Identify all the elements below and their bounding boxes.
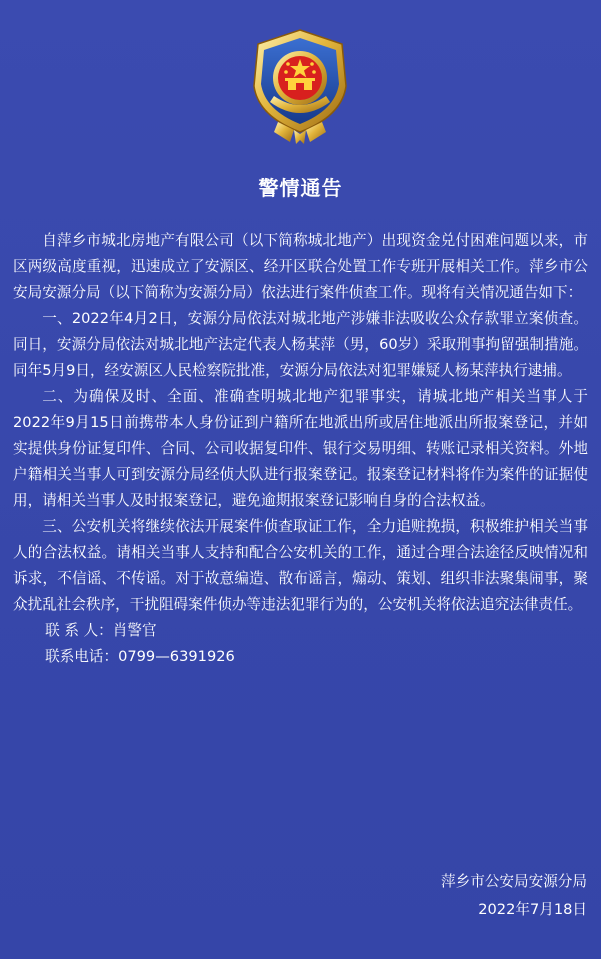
paragraph-two: 二、为确保及时、全面、准确查明城北地产犯罪事实，请城北地产相关当事人于2022年9月15日前携带本人身份证到户籍所在地派出所或居住地派出所报案登记，并如实提供身份证复印件、合同、公司收据复印件、银行交易明细、转账记录相关资料。外地户籍相关当事人可到安源分局经侦大队进行报案登记。报案登记材料将作为案件的证据使用，请相关当事人及时报案登记，避免逾期报案登记影响自身的合法权益。 bbox=[13, 388, 588, 509]
issue-date: 2022年7月18日 bbox=[478, 901, 587, 918]
page-title: 警情通告 bbox=[258, 176, 343, 200]
contact-phone: 联系电话：0799—6391926 bbox=[45, 648, 235, 665]
contact-person: 联 系 人：肖警官 bbox=[45, 622, 157, 639]
paragraph-three: 三、公安机关将继续依法开展案件侦查取证工作，全力追赃挽损，积极维护相关当事人的合法权益。请相关当事人支持和配合公安机关的工作，通过合理合法途径反映情况和诉求，不信谣、不传谣。对于故意编造、散布谣言，煽动、策划、组织非法聚集闹事，聚众扰乱社会秩序，干扰阻碍案件侦办等违法犯罪行为的，公安机关将依法追究法律责任。 bbox=[13, 518, 588, 613]
paragraph-one: 一、2022年4月2日，安源分局依法对城北地产涉嫌非法吸收公众存款罪立案侦查。同日，安源分局依法对城北地产法定代表人杨某萍（男，60岁）采取刑事拘留强制措施。同年5月9日，经安源区人民检察院批准，安源分局依法对犯罪嫌疑人杨某萍执行逮捕。 bbox=[13, 310, 588, 379]
paragraph-intro: 自萍乡市城北房地产有限公司（以下简称城北地产）出现资金兑付困难问题以来，市区两级高度重视，迅速成立了安源区、经开区联合处置工作专班开展相关工作。萍乡市公安局安源分局（以下简称为安源分局）依法进行案件侦查工作。现将有关情况通告如下： bbox=[13, 232, 588, 301]
notice-body bbox=[13, 228, 588, 670]
police-emblem-icon bbox=[238, 26, 362, 150]
issuing-organization: 萍乡市公安局安源分局 bbox=[441, 873, 587, 890]
